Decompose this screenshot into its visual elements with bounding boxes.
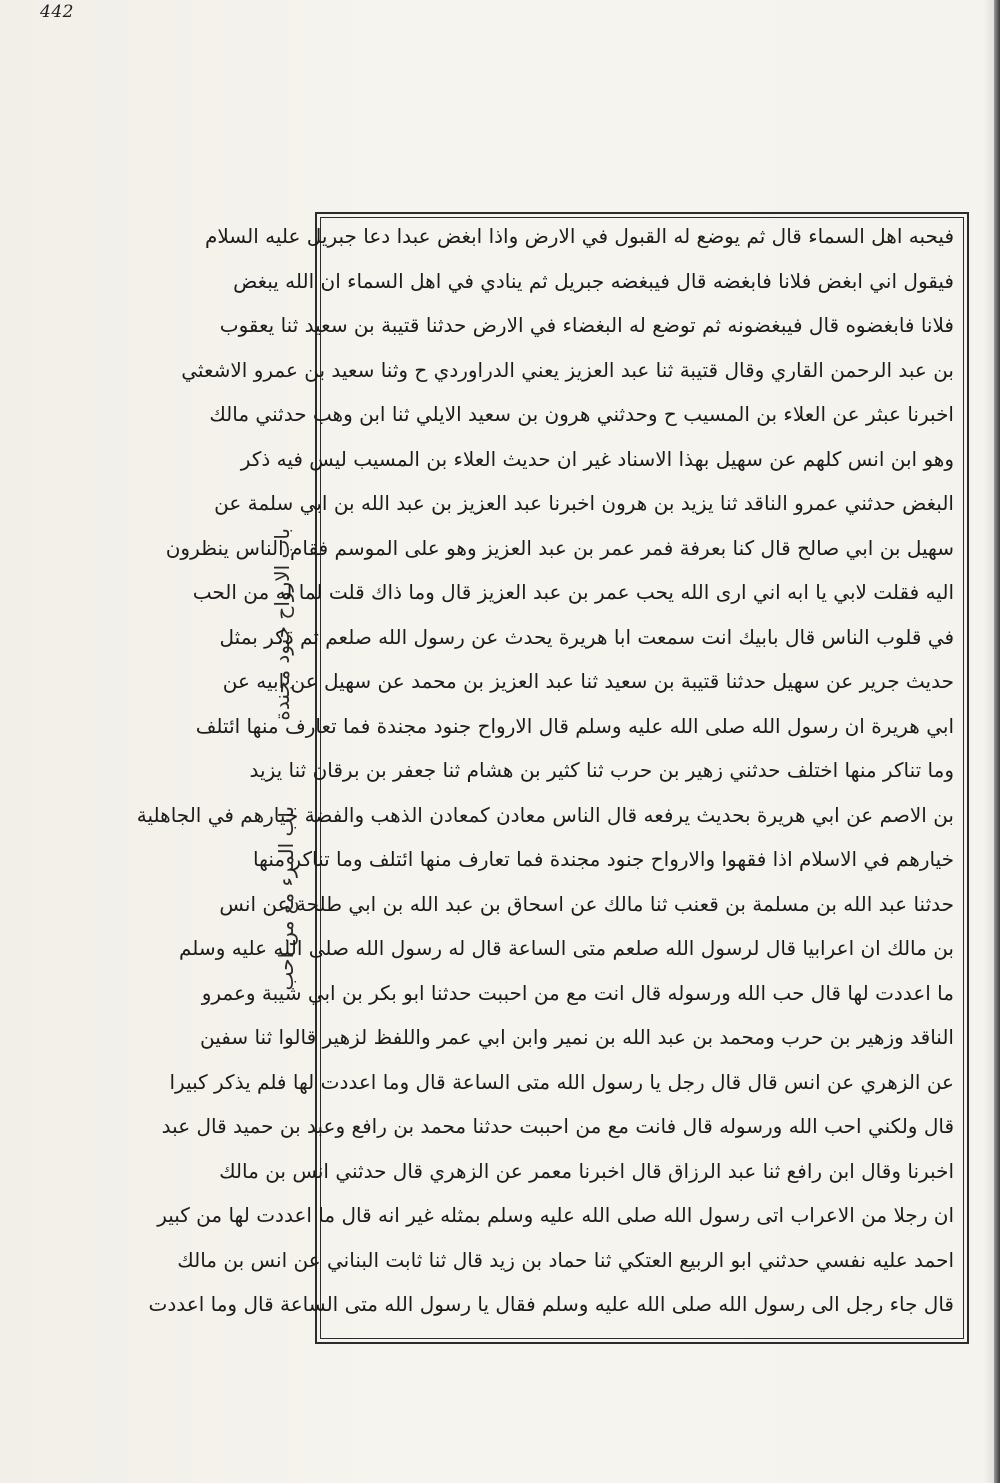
text-line: احمد عليه نفسي حدثني ابو الربيع العتكي ثنا حماد بن زيد قال ثنا ثابت البناني عن انس بن مالك xyxy=(177,1247,954,1272)
text-line: وما تناكر منها اختلف حدثني زهير بن حرب ثنا كثير بن هشام ثنا جعفر بن برقان ثنا يزيد xyxy=(249,758,954,782)
margin-note-chapter-title: باب الارواح جنود مجندة xyxy=(270,528,294,721)
page-edge-strip xyxy=(994,0,1000,1483)
text-line: حديث جرير عن سهيل حدثنا قتيبة بن سعيد ثنا عبد العزيز بن محمد عن سهيل عن ابيه عن xyxy=(222,669,954,693)
text-line: سهيل بن ابي صالح قال كنا بعرفة فمر عمر بن عبد العزيز وهو على الموسم فقام الناس ينظرون xyxy=(165,535,954,560)
text-line: ابي هريرة ان رسول الله صلى الله عليه وسلم قال الارواح جنود مجندة فما تعارف منها ائتلف xyxy=(195,713,954,738)
text-line: بن الاصم عن ابي هريرة بحديث يرفعه قال الناس معادن كمعادن الذهب والفضة خيارهم في الجاهلية xyxy=(136,802,954,827)
text-line: حدثنا عبد الله بن مسلمة بن قعنب ثنا مالك عن اسحاق بن عبد الله بن ابي طلحة عن انس xyxy=(219,891,954,916)
text-line: وهو ابن انس كلهم عن سهيل بهذا الاسناد غير ان حديث العلاء بن المسيب ليس فيه ذكر xyxy=(240,446,954,471)
text-line: عن الزهري عن انس قال قال رجل يا رسول الله متى الساعة قال وما اعددت لها فلم يذكر كبيرا xyxy=(169,1069,954,1094)
text-line: ان رجلا من الاعراب اتى رسول الله صلى الله عليه وسلم بمثله غير انه قال ما اعددت لها من كبير xyxy=(157,1203,954,1227)
text-line: قال ولكني احب الله ورسوله قال فانت مع من احببت حدثنا محمد بن رافع وعبد بن حميد قال عبد xyxy=(161,1114,954,1138)
page-edge-shadow xyxy=(984,0,994,1483)
text-line: ما اعددت لها قال حب الله ورسوله قال انت مع من احببت حدثنا ابو بكر بن ابي شيبة وعمرو xyxy=(201,980,954,1005)
text-line: اخبرنا وقال ابن رافع ثنا عبد الرزاق قال اخبرنا معمر عن الزهري قال حدثني انس بن مالك xyxy=(219,1158,954,1183)
page-number: 442 xyxy=(40,2,74,22)
text-line: في قلوب الناس قال بابيك انت سمعت ابا هريرة يحدث عن رسول الله صلعم ثم ذكر بمثل xyxy=(219,624,954,649)
text-line: بن مالك ان اعرابيا قال لرسول الله صلعم متى الساعة قال له رسول الله صلى الله عليه وسلم xyxy=(179,936,954,960)
text-line: اخبرنا عبثر عن العلاء بن المسيب ح وحدثني هرون بن سعيد الايلي ثنا ابن وهب حدثني مالك xyxy=(209,402,954,426)
text-line: فلانا فابغضوه قال فيبغضونه ثم توضع له البغضاء في الارض حدثنا قتيبة بن سعيد ثنا يعقوب xyxy=(219,313,954,337)
text-line: فيقول اني ابغض فلانا فابغضه قال فيبغضه جبريل ثم ينادي في اهل السماء ان الله يبغض xyxy=(233,268,954,293)
text-line: بن عبد الرحمن القاري وقال قتيبة ثنا عبد العزيز يعني الدراوردي ح وثنا سعيد بن عمرو الاشعثي xyxy=(181,357,954,382)
text-line: اليه فقلت لابي يا ابه اني ارى الله يحب عمر بن عبد العزيز قال وما ذاك قلت لما له من الحب xyxy=(192,580,954,604)
text-line: فيحبه اهل السماء قال ثم يوضع له القبول في الارض واذا ابغض عبدا دعا جبريل عليه السلام xyxy=(204,224,954,248)
text-line: خيارهم في الاسلام اذا فقهوا والارواح جنود مجندة فما تعارف منها ائتلف وما تناكر منها xyxy=(253,847,954,871)
text-line: البغض حدثني عمرو الناقد ثنا يزيد بن هرون اخبرنا عبد العزيز بن عبد الله بن ابي سلمة عن xyxy=(214,491,954,515)
margin-note-chapter-title: باب المرء مع من احب xyxy=(274,806,298,991)
text-line: قال جاء رجل الى رسول الله صلى الله عليه وسلم فقال يا رسول الله متى الساعة قال وما اعددت xyxy=(148,1292,954,1316)
text-line: الناقد وزهير بن حرب ومحمد بن عبد الله بن نمير وابن ابي عمر واللفظ لزهير قالوا ثنا سفين xyxy=(199,1025,954,1049)
